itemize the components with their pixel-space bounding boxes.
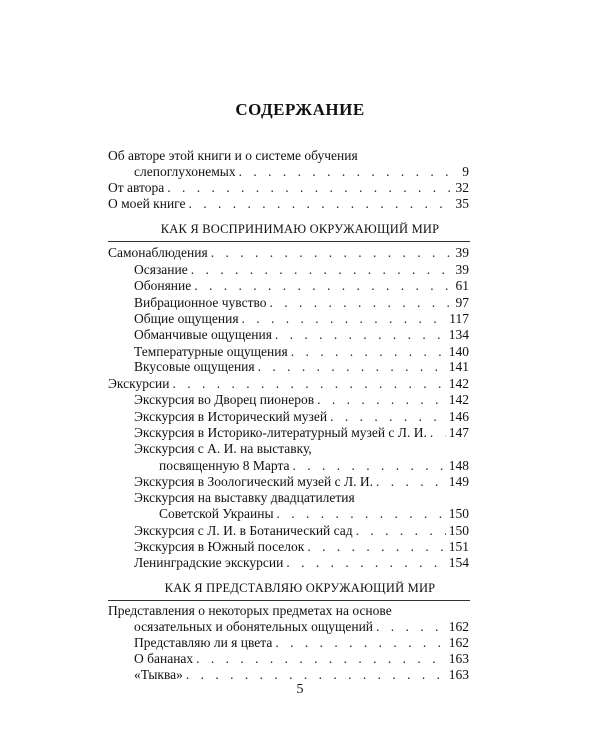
toc-entry-label: О бананах [134,651,194,666]
toc-page-number: 134 [448,327,469,342]
toc-entry-label: Представляю ли я цвета [134,635,273,650]
dot-leader [186,666,446,683]
toc-page-number: 97 [455,295,469,310]
dot-leader [376,618,446,635]
dot-leader [376,473,446,490]
dot-leader [356,522,446,539]
dot-leader [330,408,446,425]
toc-entry-label: Экскурсия в Историко-литературный музей с Л. И. [134,425,427,440]
toc-page-number: 151 [448,539,469,554]
toc-entry-from-author [108,179,469,196]
section-heading-perceive: КАК Я ВОСПРИНИМАЮ ОКРУЖАЮЩИЙ МИР [160,222,440,236]
toc-entry-ukraine-line1: Экскурсия на выставку двадцатилетия [134,490,355,505]
dot-leader [293,457,446,474]
toc-entry-excursions [108,375,469,392]
toc-page-number: 146 [448,409,469,424]
dot-leader [275,326,446,343]
dot-leader [258,358,446,375]
toc-entry-my-book [108,195,469,212]
toc-page-number: 141 [448,359,469,374]
toc-entry-label: Осязание [134,262,188,277]
toc-entry-label: «Тыква» [134,667,183,682]
toc-entry-author-line1: Об авторе этой книги и о системе обучения [108,148,358,163]
dot-leader [277,505,446,522]
toc-entry-label: посвященную 8 Марта [159,458,290,473]
toc-entry-botanic [134,522,469,539]
dot-leader [211,244,453,261]
toc-entry-label: Обоняние [134,278,192,293]
toc-page-number: 150 [448,523,469,538]
toc-entry-label: Экскурсия в Южный поселок [134,539,305,554]
toc-entry-label: Советской Украины [159,506,274,521]
dot-leader [430,424,446,441]
dot-leader [239,163,460,180]
toc-entry-repr-line1: Представления о некоторых предметах на основе [108,603,392,618]
page-number: 5 [296,682,304,697]
toc-entry-label: О моей книге [108,196,186,211]
dot-leader [317,391,446,408]
dot-leader [194,277,452,294]
dot-leader [189,195,453,212]
dot-leader [270,294,453,311]
section-divider [108,600,470,601]
page-title: СОДЕРЖАНИЕ [235,100,365,119]
toc-entry-label: Экскурсия с Л. И. в Ботанический сад [134,523,353,538]
toc-page-number: 147 [448,425,469,440]
section-divider [108,241,470,242]
toc-entry-label: Вкусовые ощущения [134,359,255,374]
toc-entry-general [134,310,469,327]
toc-entry-march-line1: Экскурсия с А. И. на выставку, [134,441,312,456]
toc-entry-smell [134,277,469,294]
toc-page-number: 61 [455,278,469,293]
dot-leader [167,179,452,196]
toc-page-number: 149 [448,474,469,489]
toc-page-number: 142 [448,392,469,407]
toc-entry-ukraine [159,505,469,522]
toc-page-number: 150 [448,506,469,521]
toc-entry-zoo-museum [134,473,469,490]
toc-page-number: 142 [448,376,469,391]
toc-entry-leningrad [134,554,469,571]
toc-page-number: 35 [455,196,469,211]
section-heading-imagine: КАК Я ПРЕДСТАВЛЯЮ ОКРУЖАЮЩИЙ МИР [164,581,436,595]
toc-entry-label: Общие ощущения [134,311,239,326]
toc-entry-label: От автора [108,180,165,195]
toc-entry-label: Экскурсии [108,376,170,391]
toc-entry-label: Ленинградские экскурсии [134,555,284,570]
toc-page-number: 140 [448,344,469,359]
toc-page-number: 162 [448,635,469,650]
toc-entry-colors [134,634,469,651]
toc-entry-deceptive [134,326,469,343]
toc-entry-label: Вибрационное чувство [134,295,267,310]
toc-entry-label: Температурные ощущения [134,344,288,359]
toc-entry-palace [134,391,469,408]
dot-leader [275,634,445,651]
toc-entry-taste [134,358,469,375]
toc-entry-label: слепоглухонемых [134,164,236,179]
toc-entry-march [159,457,469,474]
toc-entry-author [134,163,469,180]
dot-leader [196,650,446,667]
toc-entry-representations [134,618,469,635]
toc-page-number: 117 [449,311,469,326]
toc-entry-south [134,538,469,555]
toc-entry-label: осязательных и обонятельных ощущений [134,619,374,634]
toc-entry-vibration [134,294,469,311]
toc-page-number: 163 [448,667,469,682]
toc-entry-label: Обманчивые ощущения [134,327,272,342]
dot-leader [307,538,445,555]
toc-entry-label: Экскурсия во Дворец пионеров [134,392,315,407]
toc-page-number: 148 [448,458,469,473]
toc-entry-label: Экскурсия в Зоологический музей с Л. И. [134,474,373,489]
toc-page-number: 32 [455,180,469,195]
toc-entry-histlit-museum [134,424,469,441]
toc-page-number: 39 [455,245,469,260]
dot-leader [191,261,453,278]
toc-entry-self-observation [108,244,469,261]
dot-leader [242,310,447,327]
toc-page-number: 162 [448,619,469,634]
toc-page-number: 163 [448,651,469,666]
toc-page-number: 39 [455,262,469,277]
dot-leader [286,554,445,571]
toc-entry-bananas [134,650,469,667]
dot-leader [172,375,445,392]
toc-page-number: 9 [462,164,469,179]
toc-entry-label: Самонаблюдения [108,245,208,260]
toc-entry-label: Экскурсия в Исторический музей [134,409,328,424]
toc-page-number: 154 [448,555,469,570]
toc-entry-pumpkin [134,666,469,683]
toc-entry-history-museum [134,408,469,425]
toc-entry-touch [134,261,469,278]
